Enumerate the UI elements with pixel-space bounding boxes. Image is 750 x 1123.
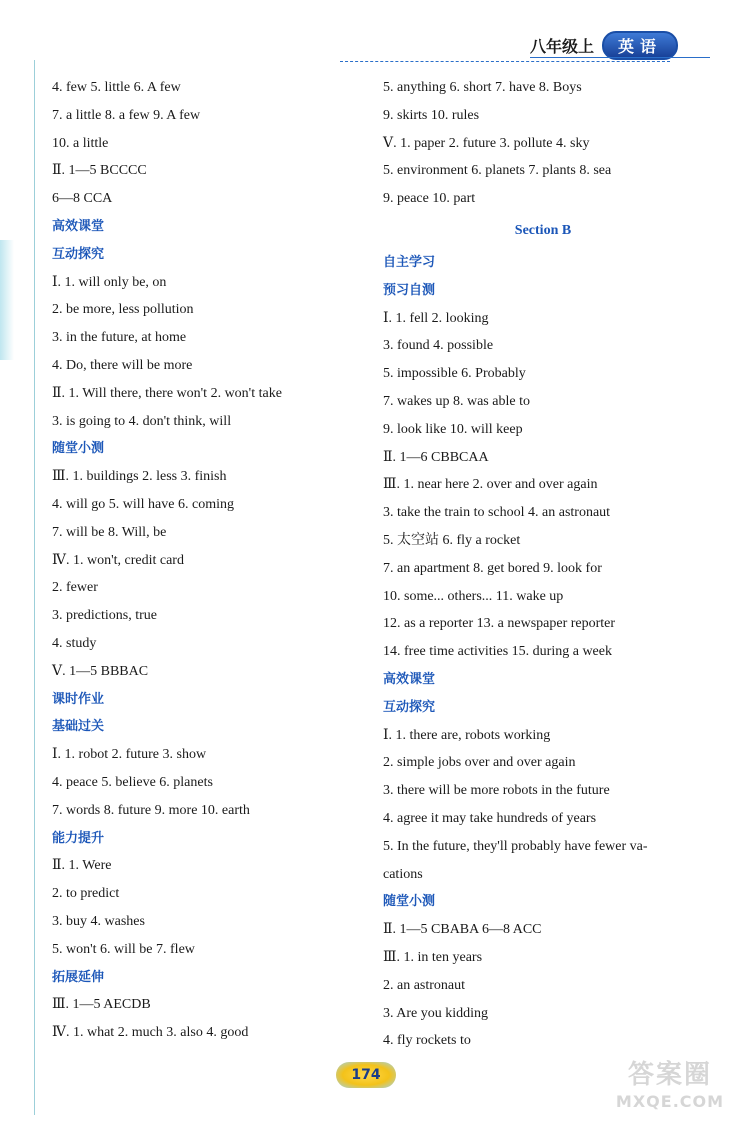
header-dashed-rule (340, 61, 670, 62)
right-answer-column (383, 74, 703, 1055)
answer-line: 3. buy 4. washes (52, 913, 145, 929)
answer-line: 7. a little 8. a few 9. A few (52, 107, 201, 123)
watermark-top: 答案圈 (627, 1060, 712, 1090)
answer-line: 2. fewer (52, 580, 98, 596)
answer-line: 4. few 5. little 6. A few (52, 80, 181, 95)
left-answer-column (52, 74, 362, 1047)
answer-line: Ⅲ. 1—5 AECDB (52, 997, 151, 1013)
section-heading: 随堂小测 (383, 894, 436, 910)
answer-line: Ⅱ. 1. Will there, there won't 2. won't take (52, 385, 282, 401)
section-heading: 课时作业 (52, 691, 105, 707)
answer-line: Ⅴ. 1—5 BBBAC (52, 663, 149, 679)
margin-rule (34, 60, 35, 1115)
answer-line: 4. peace 5. believe 6. planets (52, 774, 213, 790)
answer-line: 9. look like 10. will keep (383, 421, 523, 437)
watermark-logo (600, 1059, 740, 1117)
answer-line: 5. In the future, they'll probably have fewer va- (383, 838, 648, 854)
answer-line: 12. as a reporter 13. a newspaper reporter (383, 616, 616, 632)
answer-line: 5. 太空站 6. fly a rocket (383, 532, 521, 548)
answer-line: Ⅰ. 1. robot 2. future 3. show (52, 747, 207, 763)
subject-badge: 英语 (602, 31, 678, 60)
answer-line: Ⅳ. 1. what 2. much 3. also 4. good (52, 1025, 249, 1041)
answer-line: Ⅲ. 1. in ten years (383, 949, 483, 965)
answer-line: Ⅰ. 1. fell 2. looking (383, 310, 489, 326)
answer-line: 4. Do, there will be more (52, 357, 193, 373)
answer-line: Ⅰ. 1. there are, robots working (383, 727, 551, 743)
answer-line: 14. free time activities 15. during a week (383, 644, 612, 660)
section-heading: 能力提升 (52, 830, 105, 846)
answer-line: 2. be more, less pollution (52, 302, 194, 318)
answer-line: Ⅱ. 1—5 CBABA 6—8 ACC (383, 922, 542, 938)
answer-line: Ⅲ. 1. near here 2. over and over again (383, 477, 598, 493)
answer-line: 7. an apartment 8. get bored 9. look for (383, 560, 602, 576)
answer-line: Ⅱ. 1. Were (52, 858, 112, 874)
answer-line: 2. to predict (52, 886, 120, 902)
section-heading: 自主学习 (383, 254, 436, 270)
answer-line: Ⅰ. 1. will only be, on (52, 274, 167, 290)
section-heading: 高效课堂 (383, 671, 436, 687)
answer-line: 3. Are you kidding (383, 1005, 488, 1021)
answer-line: 3. is going to 4. don't think, will (52, 413, 232, 429)
answer-line: 7. will be 8. Will, be (52, 524, 167, 540)
page-number: 174 (336, 1062, 396, 1088)
answer-line: 7. wakes up 8. was able to (383, 393, 530, 409)
answer-line: 4. agree it may take hundreds of years (383, 810, 597, 826)
answer-line: 3. there will be more robots in the future (383, 783, 610, 799)
answer-line: Ⅴ. 1. paper 2. future 3. pollute 4. sky (383, 135, 590, 151)
answer-line: 6—8 CCA (52, 191, 113, 207)
section-heading: 高效课堂 (52, 218, 105, 234)
answer-line: 4. will go 5. will have 6. coming (52, 496, 234, 512)
answer-line: 3. found 4. possible (383, 338, 494, 354)
answer-line: 5. anything 6. short 7. have 8. Boys (383, 80, 582, 95)
section-heading: 基础过关 (52, 719, 105, 735)
header-rule (530, 57, 710, 58)
answer-line: 5. environment 6. planets 7. plants 8. sea (383, 163, 612, 179)
answer-line: 5. impossible 6. Probably (383, 366, 526, 382)
answer-line: Ⅲ. 1. buildings 2. less 3. finish (52, 469, 227, 485)
section-heading: 互动探究 (383, 699, 436, 715)
page-header (530, 30, 678, 60)
section-heading: 拓展延伸 (52, 969, 105, 985)
section-title: Section B (514, 222, 572, 238)
watermark-bottom: MXQE.COM (615, 1092, 725, 1111)
answer-line: 3. in the future, at home (52, 330, 187, 346)
left-edge-decoration (0, 240, 14, 360)
section-heading: 随堂小测 (52, 441, 105, 457)
answer-line: 10. a little (52, 135, 109, 151)
answer-line: 4. study (52, 635, 97, 651)
answer-line: cations (383, 866, 423, 882)
answer-line: Ⅳ. 1. won't, credit card (52, 552, 184, 568)
answer-line: 2. simple jobs over and over again (383, 755, 576, 771)
answer-line: 5. won't 6. will be 7. flew (52, 941, 195, 957)
answer-line: 3. predictions, true (52, 608, 157, 624)
section-heading: 预习自测 (383, 282, 436, 298)
answer-line: 2. an astronaut (383, 977, 466, 993)
answer-line: 9. skirts 10. rules (383, 107, 480, 123)
answer-line: Ⅱ. 1—5 BCCCC (52, 163, 147, 179)
grade-label: 八年级上 (529, 36, 594, 56)
answer-line: 3. take the train to school 4. an astronaut (383, 505, 611, 521)
answer-line: Ⅱ. 1—6 CBBCAA (383, 449, 489, 465)
section-heading: 互动探究 (52, 246, 105, 262)
answer-line: 7. words 8. future 9. more 10. earth (52, 802, 250, 818)
answer-line: 4. fly rockets to (383, 1033, 471, 1049)
answer-line: 10. some... others... 11. wake up (383, 588, 564, 604)
answer-line: 9. peace 10. part (383, 191, 476, 207)
